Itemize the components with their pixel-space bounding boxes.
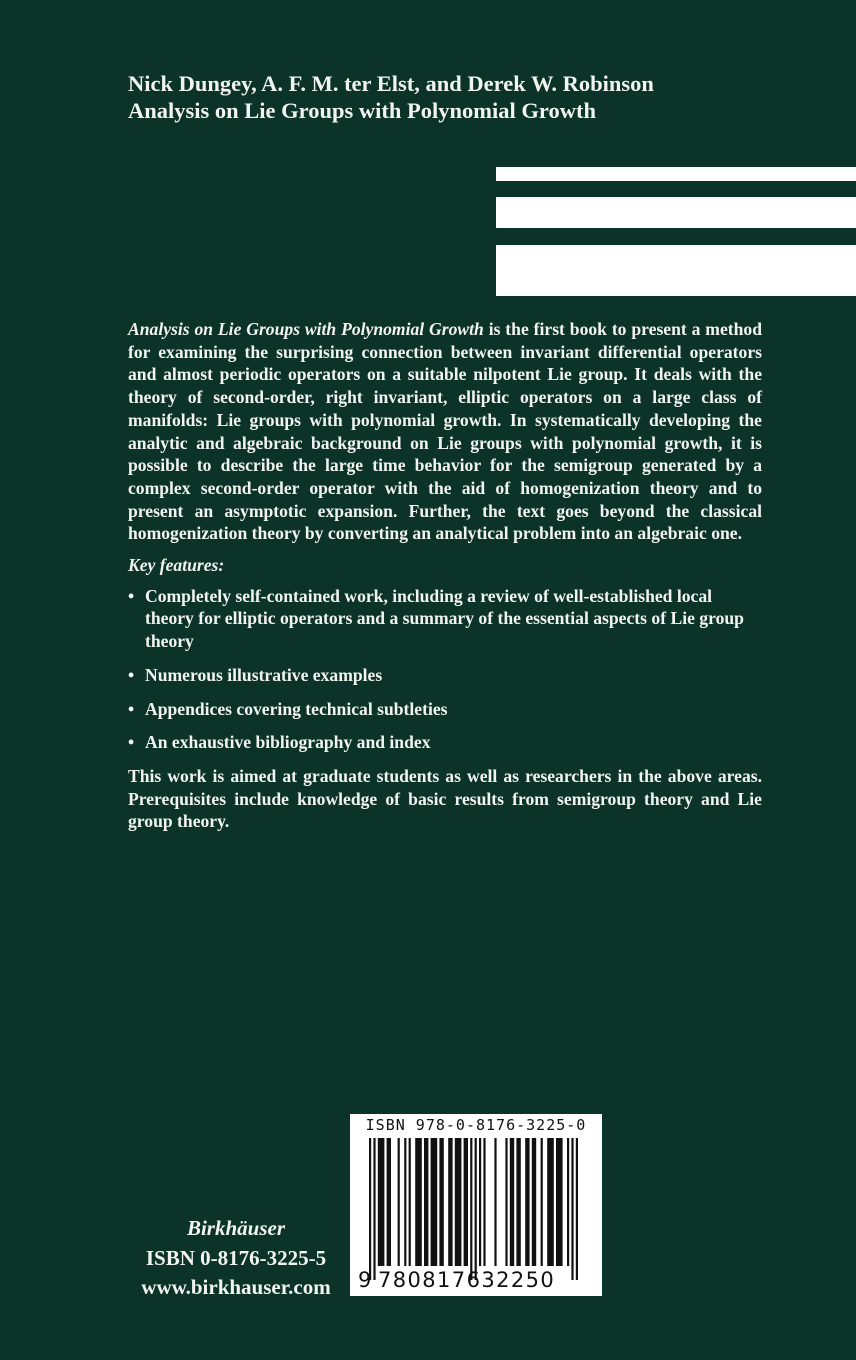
barcode-bar (470, 1138, 472, 1280)
back-cover-text (128, 318, 762, 833)
feature-item (128, 731, 762, 754)
publisher-name: Birkhäuser (186, 1216, 286, 1240)
barcode-bar (448, 1138, 452, 1266)
barcode-bar (415, 1138, 422, 1266)
barcode-bar (455, 1138, 462, 1266)
feature-text: Appendices covering technical subtleties (145, 698, 448, 719)
barcode-bar (516, 1138, 520, 1266)
isbn13-label: ISBN 978-0-8176-3225-0 (365, 1116, 587, 1134)
barcode-bar (464, 1138, 468, 1266)
barcode-panel (350, 1114, 602, 1296)
barcode-bar (404, 1138, 406, 1266)
barcode-bar (431, 1138, 438, 1266)
barcode-bar (387, 1138, 391, 1266)
feature-text: Completely self-contained work, including a review of well-established local theory for elliptic operators and a summary of the essential aspects of Lie group theory (145, 585, 744, 652)
key-features-heading: Key features: (128, 555, 225, 576)
feature-text: An exhaustive bibliography and index (145, 732, 431, 753)
barcode-bar (409, 1138, 411, 1266)
barcode-bar (510, 1138, 514, 1266)
barcode-bar (505, 1138, 507, 1266)
barcode-bar (576, 1138, 578, 1280)
description-paragraph (128, 318, 762, 545)
barcode-image (355, 1138, 597, 1288)
barcode-bar (479, 1138, 481, 1266)
key-features-list (128, 585, 762, 754)
closing-paragraph: This work is aimed at graduate students as well as researchers in the above areas. Prerequisites include knowledge of basic results from semigroup theory and Lie group theory. (128, 765, 762, 832)
decorative-bar-top (496, 167, 856, 181)
feature-item (128, 664, 762, 687)
barcode-bar (547, 1138, 554, 1266)
barcode-bar (483, 1138, 485, 1266)
description-text: is the first book to present a method for examining the surprising connection between invariant differential operators and almost periodic operators on a suitable nilpotent Lie group. It deals with the theory of second-order, right invariant, elliptic operators on a large class of manifolds: Lie groups with polynomial growth. In systematically developing the analytic and algebraic background on Lie groups with polynomial growth, it is possible to describe the large time behavior for the semigroup generated by a complex second-order operator with the aid of homogenization theory and to present an asymptotic expansion. Further, the text goes beyond the classical homogenization theory by converting an analytical problem into an algebraic one. (128, 319, 762, 544)
barcode-first-digit: 9 (358, 1268, 372, 1292)
barcode-bar (571, 1138, 573, 1280)
barcode-bar (369, 1138, 371, 1280)
decorative-bar-bottom (496, 245, 856, 296)
feature-item (128, 698, 762, 721)
barcode-bar (494, 1138, 496, 1266)
barcode-bar (398, 1138, 400, 1266)
barcode-bar (525, 1138, 529, 1266)
barcode-bar (556, 1138, 563, 1266)
bullet-icon: • (128, 698, 135, 719)
barcode-bar (373, 1138, 375, 1280)
barcode-bar (439, 1138, 443, 1266)
barcode-digit-string: 780817632250 (378, 1268, 556, 1292)
book-title: Analysis on Lie Groups with Polynomial Growth (128, 98, 596, 123)
publisher-isbn: ISBN 0-8176-3225-5 (145, 1245, 327, 1270)
cover-header (128, 70, 654, 124)
bullet-icon: • (128, 585, 135, 606)
bullet-icon: • (128, 664, 135, 685)
authors: Nick Dungey, A. F. M. ter Elst, and Derek W. Robinson (128, 71, 654, 96)
barcode-bar (532, 1138, 536, 1266)
barcode-bar (541, 1138, 543, 1266)
barcode-bar (567, 1138, 569, 1266)
barcode-bar (424, 1138, 428, 1266)
feature-text: Numerous illustrative examples (145, 664, 383, 685)
publisher-website: www.birkhauser.com (141, 1275, 331, 1299)
barcode-bar (378, 1138, 385, 1266)
bullet-icon: • (128, 732, 135, 753)
feature-item (128, 585, 762, 653)
publisher-block (126, 1214, 346, 1303)
barcode-bar (475, 1138, 477, 1280)
description-title-italic: Analysis on Lie Groups with Polynomial Growth (128, 319, 484, 339)
decorative-bar-middle (496, 197, 856, 228)
